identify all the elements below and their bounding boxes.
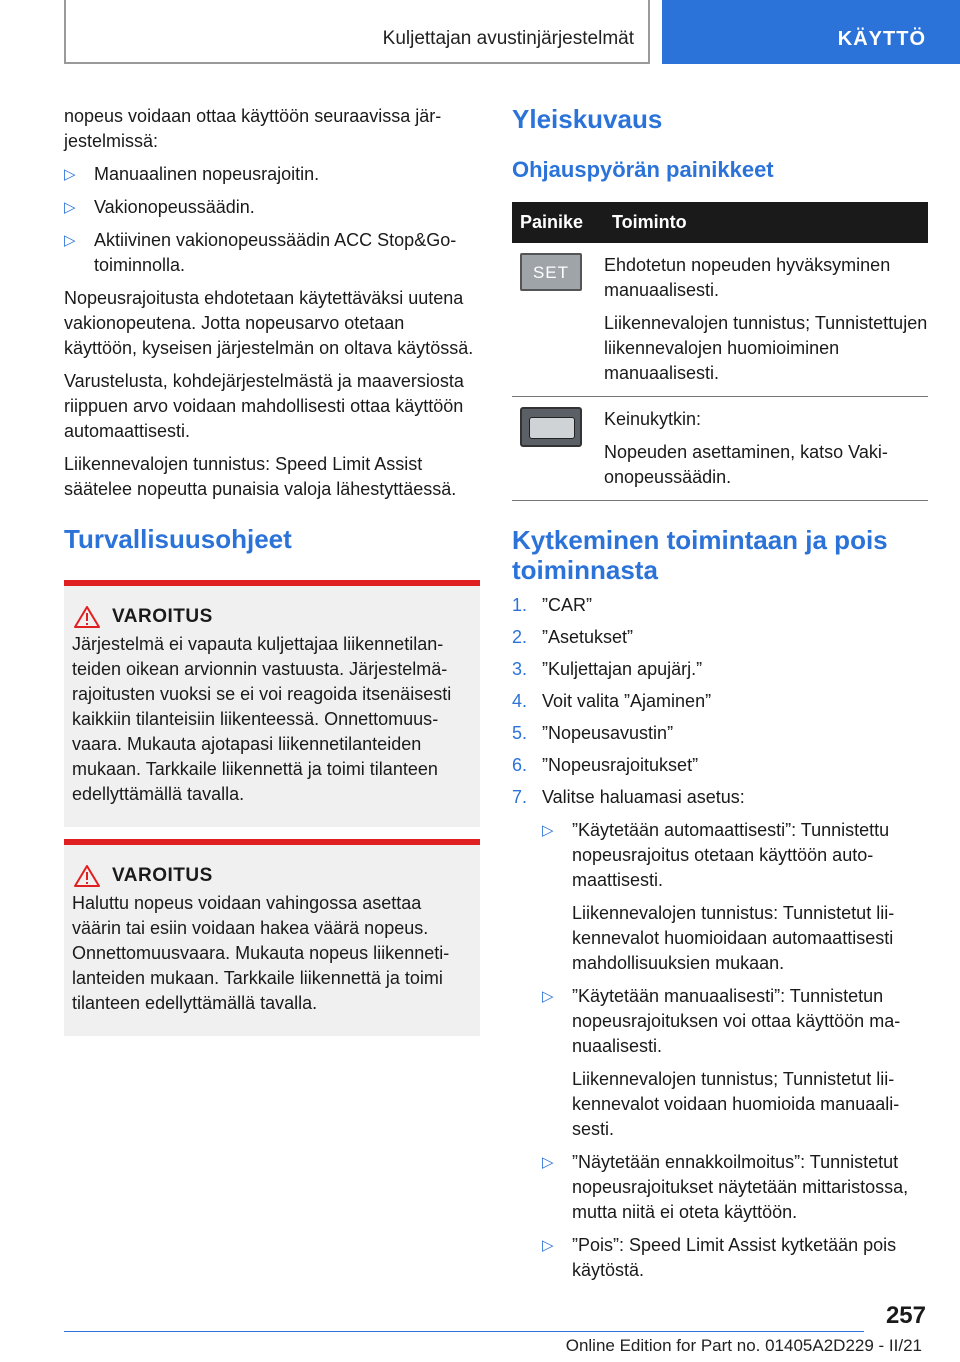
- function-cell: Ehdotetun nopeuden hyväksyminen manuaalisesti. Liikennevalojen tunnistus; Tunnistettujen liikennevalojen huomioiminen manuaalisesti.: [604, 243, 928, 397]
- triangle-bullet-icon: ▷: [64, 199, 76, 216]
- set-button-icon: SET: [520, 253, 582, 291]
- triangle-bullet-icon: ▷: [64, 166, 76, 183]
- list-item: ▷ Aktiivinen vakionopeussäädin ACC Stop&Go-toiminnolla.: [64, 230, 457, 275]
- column-header-function: Toiminto: [604, 202, 928, 243]
- safety-heading: Turvallisuusohjeet: [64, 524, 292, 554]
- footer-divider: [64, 1331, 864, 1332]
- steps-list: [512, 593, 928, 1283]
- warning-header: [72, 606, 472, 628]
- table-row: [512, 243, 928, 397]
- onoff-heading: Kytkeminen toimintaan ja pois toiminnasta: [512, 525, 888, 585]
- button-cell: [512, 397, 604, 501]
- warning-text: Järjestelmä ei vapauta kuljettajaa liikennetilanteiden oikean arvionnin vastuusta. Järjestelmärajoitusten vuoksi se ei voi reagoida itsenäisesti kaikkiin tilanteisiin liikenteessä. Onnettomuusvaara. Mukauta ajotapasi liikennetilanteiden mukaan. Tarkkaile liikennettä ja toimi tilanteen edellyttämällä tavalla.: [72, 634, 452, 804]
- intro-text: nopeus voidaan ottaa käyttöön seuraavissa järjestelmissä:: [64, 106, 442, 151]
- warning-box: [64, 580, 480, 827]
- list-item: ▷ ”Pois”: Speed Limit Assist kytketään pois käytöstä.: [542, 1235, 897, 1280]
- rocker-switch-icon: [520, 407, 582, 447]
- list-item: ▷ ”Käytetään manuaalisesti”: Tunnistetun nopeusrajoituksen voi ottaa käyttöön manuaalisesti. Liikennevalojen tunnistus; Tunnistetut liikennevalot voidaan huomioida manuaalisesti.: [542, 986, 901, 1139]
- triangle-bullet-icon: ▷: [542, 1237, 554, 1254]
- triangle-bullet-icon: ▷: [542, 822, 554, 839]
- footer-edition: Online Edition for Part no. 01405A2D229 - II/21: [565, 1336, 922, 1355]
- table-header-row: [512, 202, 928, 243]
- step-item: 5. ”Nopeusavustin”: [512, 723, 674, 743]
- warning-box: [64, 839, 480, 1036]
- header-box: [64, 0, 650, 64]
- warning-text: Haluttu nopeus voidaan vahingossa asettaa väärin tai esiin voidaan hakea väärä nopeus. Onnettomuusvaara. Mukauta nopeus liikennetilanteiden mukaan. Tarkkaile liikennettä ja toimi tilanteen edellyttämällä tavalla.: [72, 893, 450, 1013]
- overview-heading: Yleiskuvaus: [512, 104, 663, 134]
- section-tab: [662, 0, 960, 64]
- paragraph: Liikennevalojen tunnistus: Speed Limit Assist säätelee nopeutta punaisia valoja lähestyttäessä.: [64, 454, 457, 499]
- triangle-bullet-icon: ▷: [64, 232, 76, 249]
- step-item: 4. Voit valita ”Ajaminen”: [512, 691, 712, 711]
- page-number: 257: [885, 1302, 926, 1329]
- chapter-title: Kuljettajan avustinjärjestelmät: [382, 28, 634, 49]
- warning-header: [72, 865, 472, 887]
- step-item: 7. Valitse haluamasi asetus: ▷ ”Käytetään automaattisesti”: Tunnistettu nopeusrajoitus otetaan käyttöön automaattisesti. Liikennevalojen tunnistus: Tunnistetut liikennevalot huomioidaan automaattisesti mahdollisuuksien mukaan. ▷ ”Käytetään manuaalisesti”: Tunnistetun nopeusrajoituksen voi ottaa käyttöön manuaalisesti. Liikennevalojen tunnistus; Tunnistetut liikennevalot voidaan huomioida manuaalisesti. ▷ ”Näytetään ennakkoilmoitus”: Tunnistetut nopeusrajoitukset näytetään mittaristossa, mutta niitä ei oteta käyttöön. ▷ ”Pois”: Speed Limit Assist kytketään pois käytöstä.: [512, 785, 928, 1283]
- triangle-bullet-icon: ▷: [542, 988, 554, 1005]
- system-list: [64, 162, 480, 278]
- column-header-button: Painike: [512, 202, 604, 243]
- list-item: ▷ ”Käytetään automaattisesti”: Tunnistettu nopeusrajoitus otetaan käyttöön automaattisesti. Liikennevalojen tunnistus: Tunnistetut liikennevalot huomioidaan automaattisesti mahdollisuuksien mukaan.: [542, 820, 895, 973]
- warning-triangle-icon: [74, 865, 100, 887]
- page-header: [0, 0, 960, 66]
- buttons-heading: Ohjauspyörän painikkeet: [512, 157, 774, 182]
- list-item: ▷ ”Näytetään ennakkoilmoitus”: Tunnistetut nopeusrajoitukset näytetään mittaristossa, mutta niitä ei oteta käyttöön.: [542, 1152, 909, 1222]
- section-tab-label: KÄYTTÖ: [837, 28, 926, 50]
- triangle-bullet-icon: ▷: [542, 1154, 554, 1171]
- list-item: ▷ Vakionopeussäädin.: [64, 195, 480, 220]
- warning-title: VAROITUS: [112, 606, 213, 627]
- left-column: [64, 104, 480, 1036]
- step-item: 1. ”CAR”: [512, 595, 592, 615]
- function-cell: Keinukytkin: Nopeuden asettaminen, katso Vakionopeussäädin.: [604, 397, 928, 501]
- right-column: [512, 100, 928, 1291]
- step-item: 6. ”Nopeusrajoitukset”: [512, 755, 699, 775]
- button-cell: [512, 243, 604, 397]
- paragraph: Varustelusta, kohdejärjestelmästä ja maaversiosta riippuen arvo voidaan mahdollisesti ottaa käyttöön automaattisesti.: [64, 371, 464, 441]
- paragraph: Nopeusrajoitusta ehdotetaan käytettäväksi uutena vakionopeutena. Jotta nopeusarvo otetaan käyttöön, kyseisen järjestelmän on oltava käytössä.: [64, 288, 474, 358]
- step-item: 3. ”Kuljettajan apujärj.”: [512, 659, 703, 679]
- list-item: ▷ Manuaalinen nopeusrajoitin.: [64, 162, 480, 187]
- warning-title: VAROITUS: [112, 865, 213, 886]
- warning-triangle-icon: [74, 606, 100, 628]
- buttons-table: [512, 202, 928, 501]
- option-list: [542, 818, 928, 1283]
- step-item: 2. ”Asetukset”: [512, 627, 634, 647]
- table-row: [512, 397, 928, 501]
